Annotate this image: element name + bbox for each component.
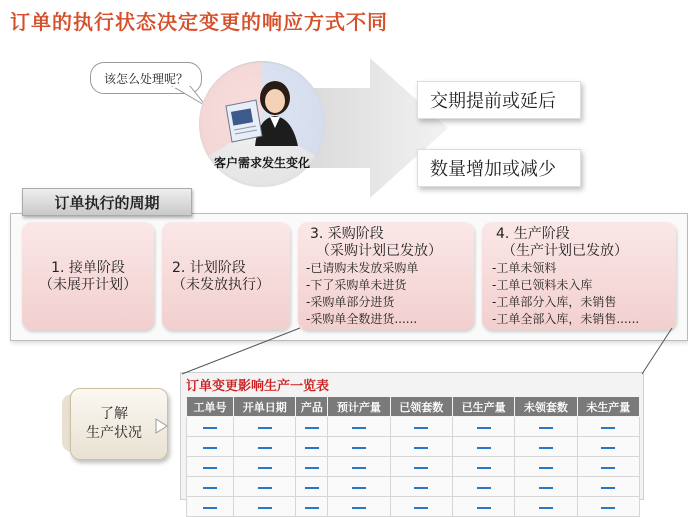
impact-table [186,396,640,517]
dash-placeholder-icon [258,487,272,489]
dash-placeholder-icon [539,487,553,489]
table-row [187,437,640,457]
table-cell [390,417,452,437]
table-cell [577,457,639,477]
table-cell [187,497,234,517]
table-cell [296,497,328,517]
dash-placeholder-icon [203,487,217,489]
table-cell [296,457,328,477]
dash-placeholder-icon [258,467,272,469]
column-header: 未领套数 [515,397,577,417]
dash-placeholder-icon [539,507,553,509]
dash-placeholder-icon [601,487,615,489]
cycle-header: 订单执行的周期 [22,188,192,216]
table-cell [452,497,514,517]
column-header: 产品 [296,397,328,417]
dash-placeholder-icon [258,427,272,429]
dash-placeholder-icon [203,467,217,469]
table-cell [452,477,514,497]
dash-placeholder-icon [414,507,428,509]
table-cell [328,437,390,457]
table-cell [577,477,639,497]
table-cell [328,477,390,497]
dash-placeholder-icon [539,427,553,429]
column-header: 已领套数 [390,397,452,417]
play-arrow-icon [155,418,169,434]
dash-placeholder-icon [305,427,319,429]
dash-placeholder-icon [414,427,428,429]
table-cell [577,437,639,457]
table-row [187,477,640,497]
column-header: 未生产量 [577,397,639,417]
dash-placeholder-icon [352,467,366,469]
stage-planning [162,222,290,330]
column-header: 已生产量 [452,397,514,417]
stage-item: -工单未领料 [492,261,557,275]
dash-placeholder-icon [477,487,491,489]
stage-item: -工单已领料未入库 [492,278,593,292]
stage-subtitle: （采购计划已发放） [316,243,442,259]
response-box-delivery: 交期提前或延后 [417,81,581,119]
table-cell [234,417,296,437]
dash-placeholder-icon [305,467,319,469]
dash-placeholder-icon [305,487,319,489]
understand-production-button[interactable] [70,388,168,460]
stage-title: 2. 计划阶段 [172,260,246,276]
table-cell [390,457,452,477]
dash-placeholder-icon [203,447,217,449]
table-cell [234,477,296,497]
dash-placeholder-icon [601,427,615,429]
table-cell [328,417,390,437]
dash-placeholder-icon [477,427,491,429]
table-cell [390,437,452,457]
dash-placeholder-icon [414,467,428,469]
table-cell [187,417,234,437]
column-header: 预计产量 [328,397,390,417]
dash-placeholder-icon [539,447,553,449]
table-cell [577,497,639,517]
stage-item: -采购单部分进货 [306,295,395,309]
button-label-line: 生产状况 [86,425,142,441]
table-cell [296,477,328,497]
stage-title: 1. 接单阶段 [51,260,125,276]
column-header: 工单号 [187,397,234,417]
dash-placeholder-icon [601,447,615,449]
stage-item: -工单部分入库，未销售 [492,295,617,309]
table-cell [452,417,514,437]
dash-placeholder-icon [352,487,366,489]
dash-placeholder-icon [477,447,491,449]
table-row [187,417,640,437]
button-label-line: 了解 [100,406,128,422]
column-header: 开单日期 [234,397,296,417]
customer-person-icon [220,76,310,156]
table-cell [515,477,577,497]
stage-subtitle: （生产计划已发放） [502,243,628,259]
table-cell [296,437,328,457]
response-box-quantity: 数量增加或减少 [417,149,581,187]
speech-bubble: 该怎么处理呢？ [90,62,202,94]
table-cell [515,417,577,437]
dash-placeholder-icon [352,447,366,449]
table-cell [328,457,390,477]
stage-purchasing [298,222,474,330]
stage-order-receipt [22,222,154,330]
stage-title: 3. 采购阶段 [310,226,384,242]
table-cell [515,437,577,457]
table-cell [515,497,577,517]
dash-placeholder-icon [601,507,615,509]
stage-item: -工单全部入库，未销售...... [492,312,640,326]
table-cell [234,437,296,457]
stage-subtitle: （未展开计划） [39,277,137,293]
table-cell [187,457,234,477]
dash-placeholder-icon [414,487,428,489]
stage-production [482,222,676,330]
dash-placeholder-icon [352,427,366,429]
stage-item: -采购单全数进货...... [306,312,418,326]
dash-placeholder-icon [352,507,366,509]
dash-placeholder-icon [305,447,319,449]
stage-item: -已请购未发放采购单 [306,261,419,275]
table-cell [515,457,577,477]
table-cell [187,437,234,457]
dash-placeholder-icon [305,507,319,509]
dash-placeholder-icon [203,507,217,509]
dash-placeholder-icon [601,467,615,469]
dash-placeholder-icon [477,467,491,469]
dash-placeholder-icon [477,507,491,509]
table-cell [390,497,452,517]
table-cell [390,477,452,497]
dash-placeholder-icon [258,447,272,449]
stage-subtitle: （未发放执行） [172,277,270,293]
table-cell [296,417,328,437]
dash-placeholder-icon [203,427,217,429]
table-row [187,457,640,477]
table-cell [187,477,234,497]
table-row [187,497,640,517]
table-title: 订单变更影响生产一览表 [186,379,330,394]
table-cell [234,457,296,477]
table-cell [234,497,296,517]
dash-placeholder-icon [539,467,553,469]
circle-label: 客户需求发生变化 [213,156,310,170]
table-cell [328,497,390,517]
stage-item: -下了采购单未进货 [306,278,407,292]
dash-placeholder-icon [258,507,272,509]
stage-title: 4. 生产阶段 [496,226,570,242]
table-cell [452,457,514,477]
table-cell [577,417,639,437]
page-title: 订单的执行状态决定变更的响应方式不同 [10,10,388,34]
dash-placeholder-icon [414,447,428,449]
table-cell [452,437,514,457]
